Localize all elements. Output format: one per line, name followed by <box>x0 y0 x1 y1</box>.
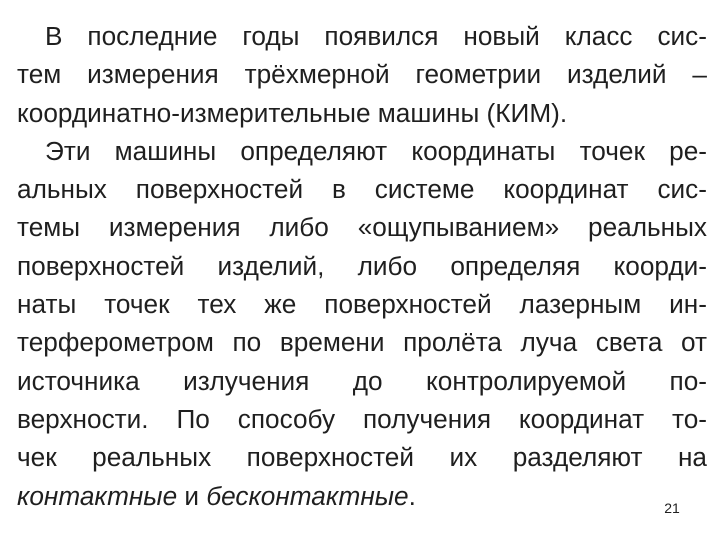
text-line: поверхностей изделий, либо определяя коорди- <box>17 250 707 281</box>
paragraph-1 <box>17 17 707 132</box>
text-line: альных поверхностей в системе координат сис- <box>17 174 707 205</box>
text-line-final <box>17 477 707 515</box>
text-line: терферометром по времени пролёта луча света от <box>17 327 707 358</box>
text-line: тем измерения трёхмерной геометрии изделий – <box>17 59 707 90</box>
conjunction-text: и <box>177 480 207 511</box>
text-line: темы измерения либо «ощупыванием» реальных <box>17 212 707 243</box>
period-text: . <box>408 480 416 511</box>
text-line: чек реальных поверхностей их разделяют на <box>17 442 707 473</box>
text-line: источника излучения до контролируемой по- <box>17 365 707 396</box>
text-line: верхности. По способу получения координат то- <box>17 403 707 434</box>
text-line: В последние годы появился новый класс сис- <box>45 21 707 51</box>
paragraph-2 <box>17 132 707 515</box>
term-contact: контактные <box>17 480 178 511</box>
term-contactless: бесконтактные <box>206 480 409 511</box>
body-text <box>17 17 707 515</box>
text-line: наты точек тех же поверхностей лазерным ин- <box>17 289 707 320</box>
text-line: координатно-измерительные машины (КИМ). <box>17 97 568 128</box>
page-number: 21 <box>664 500 680 516</box>
text-line: Эти машины определяют координаты точек ре- <box>45 135 707 166</box>
